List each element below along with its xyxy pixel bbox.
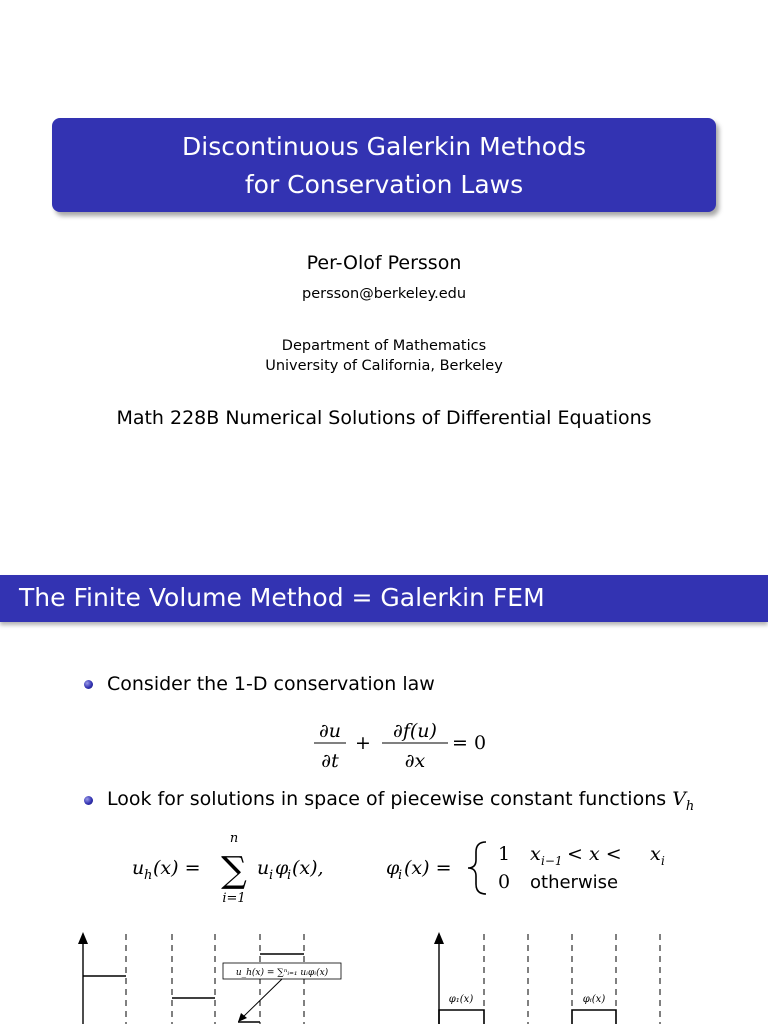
eq1-dx: ∂x xyxy=(404,750,426,772)
eq2-summand-tail: (x), xyxy=(292,857,324,879)
eq2-summand-phi: φ xyxy=(275,857,289,879)
label-phi1: φ₁(x) xyxy=(448,994,474,1005)
eq1-du: ∂u xyxy=(318,720,342,742)
left-axis-arrow-icon xyxy=(78,932,88,944)
frame-title: The Finite Volume Method = Galerkin FEM xyxy=(19,583,545,612)
eq2-case2-cond: otherwise xyxy=(530,872,619,893)
eq2-summand-u: u xyxy=(257,857,270,879)
author-name: Per-Olof Persson xyxy=(306,252,462,274)
eq2-lhs: u xyxy=(132,857,145,879)
title-block xyxy=(52,118,716,212)
eq2-sum-bottom: i=1 xyxy=(222,891,246,906)
eq2-phi-tail: (x) = xyxy=(404,857,452,879)
department: Department of Mathematics xyxy=(281,338,487,354)
eq2-lhs-arg: (x) = xyxy=(153,857,201,879)
conservation-law-equation xyxy=(300,715,540,775)
eq2-case1-xa: x xyxy=(530,843,541,865)
eq2-phi-sub: i xyxy=(398,868,403,883)
eq2-summand-sub2: i xyxy=(287,868,292,883)
eq2-case1-xb: x xyxy=(650,843,661,865)
bullet-text-2-label: Look for solutions in space of piecewise constant functions xyxy=(107,788,667,810)
basis-expansion-equation xyxy=(120,830,720,910)
title-line-1: Discontinuous Galerkin Methods xyxy=(182,132,586,161)
author-email: persson@berkeley.edu xyxy=(301,286,467,302)
bullet-icon xyxy=(84,796,93,805)
eq2-sum-symbol: ∑ xyxy=(221,850,247,891)
university: University of California, Berkeley xyxy=(265,358,503,374)
eq2-summand-sub1: i xyxy=(269,868,274,883)
eq1-dfu: ∂f(u) xyxy=(393,720,437,742)
basis-phi1 xyxy=(439,1010,484,1024)
eq2-case1-xb-sub: i xyxy=(661,854,665,868)
label-phii: φᵢ(x) xyxy=(582,994,606,1005)
eq2-phi: φ xyxy=(386,857,400,879)
eq2-case1-val: 1 xyxy=(498,843,511,865)
bullet-text-2 xyxy=(107,787,694,819)
eq2-case1-xa-sub: i−1 xyxy=(541,854,563,868)
basis-phii xyxy=(572,1010,616,1024)
eq2-sum-top: n xyxy=(229,831,239,846)
bullet-text-1: Consider the 1-D conservation law xyxy=(107,673,435,695)
course-title: Math 228B Numerical Solutions of Differential Equations xyxy=(116,407,652,429)
bullet-icon xyxy=(84,680,93,689)
eq1-rhs: = 0 xyxy=(452,732,487,754)
callout-label: u_h(x) = ∑ⁿᵢ₌₁ uᵢφᵢ(x) xyxy=(235,968,329,978)
cases-brace xyxy=(468,842,486,894)
eq1-plus: + xyxy=(355,732,371,754)
right-axis-arrow-icon xyxy=(434,932,444,944)
eq2-lhs-sub: h xyxy=(144,868,153,883)
space-symbol: $V_h$ xyxy=(672,788,695,814)
left-plot xyxy=(78,932,341,1024)
eq2-case2-val: 0 xyxy=(498,871,511,893)
eq2-case1-mid: < x < xyxy=(561,843,628,865)
right-plot xyxy=(434,932,660,1024)
frame-title-bar xyxy=(0,575,768,622)
title-line-2: for Conservation Laws xyxy=(244,170,524,199)
eq1-dt: ∂t xyxy=(321,750,339,772)
piecewise-constant-figure xyxy=(70,930,710,1024)
callout-pointer xyxy=(242,979,282,1018)
